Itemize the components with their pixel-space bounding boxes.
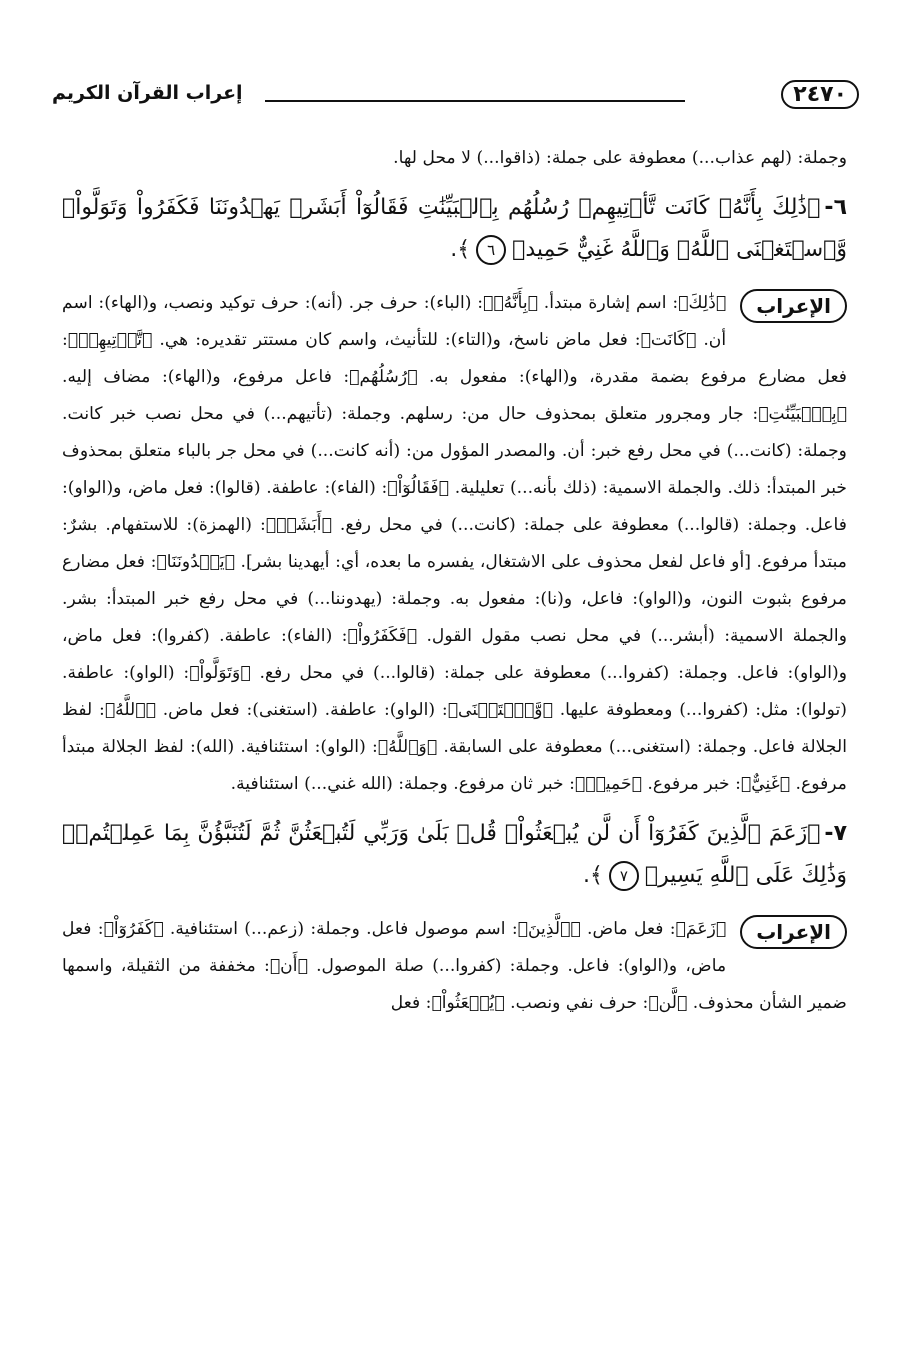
verse-text: ﴿ذَٰلِكَ بِأَنَّهُۥ كَانَت تَّأۡتِيهِمۡ رُسُلُهُم بِٱلۡبَيِّنَٰتِ فَقَالُوٓاْ أَبَشَرٞ يَهۡدُونَنَا فَكَفَرُواْ وَتَوَلَّواْۚ وَّٱسۡتَغۡنَى ٱللَّهُۚ وَٱللَّهُ غَنِيٌّ حَمِيدٞ xyxy=(62,195,847,262)
verse-6 xyxy=(62,187,847,271)
page-content xyxy=(62,140,847,1032)
book-title: إعراب القرآن الكريم xyxy=(52,82,243,104)
verse-closing: ﴾. xyxy=(450,237,471,262)
page-number: ٢٤٧٠ xyxy=(781,80,859,109)
ayah-end-marker: ٧ xyxy=(609,861,639,891)
verse-number: ٧- xyxy=(824,821,847,846)
irab-paragraph: ﴿ذَٰلِكَ﴾: اسم إشارة مبتدأ. ﴿بِأَنَّهُۥ﴾: (الباء): حرف جر. (أنه): حرف توكيد ونصب، و(الهاء): اسم أن. ﴿كَانَت﴾: فعل ماض ناسخ، و(التاء): للتأنيث، واسم كان مستتر تقديره: هي. ﴿تَّأۡتِيهِمۡ﴾: فعل مضارع مرفوع بضمة مقدرة، و(الهاء): مفعول به. ﴿رُسُلُهُم﴾: فاعل مرفوع، و(الهاء): مضاف إليه. ﴿بِٱلۡبَيِّنَٰتِ﴾: جار ومجرور متعلق بمحذوف حال من: رسلهم. وجملة: (تأتيهم...) في محل نصب خبر كانت. وجملة: (كانت...) في محل رفع خبر: أن. والمصدر المؤول من: (أنه كانت...) في محل جر بالباء متعلق بمحذوف خبر المبتدأ: ذلك. والجملة الاسمية: (ذلك بأنه...) تعليلية. ﴿فَقَالُوٓاْ﴾: (الفاء): عاطفة. (قالوا): فعل ماض، و(الواو): فاعل. وجملة: (قالوا...) معطوفة على جملة: (كانت...) في محل رفع. ﴿أَبَشَرٞ﴾: (الهمزة): للاستفهام. بشرٌ: مبتدأ مرفوع. [أو فاعل لفعل محذوف على الاشتغال، يفسره ما بعده، أي: أيهدينا بشر]. ﴿يَهۡدُونَنَا﴾: فعل مضارع مرفوع بثبوت النون، و(الواو): فاعل، و(نا): مفعول به. وجملة: (يهدوننا...) في محل رفع خبر المبتدأ: بشر. والجملة الاسمية: (أبشر...) في محل نصب مقول القول. ﴿فَكَفَرُواْ﴾: (الفاء): عاطفة. (كفروا): فعل ماض، و(الواو): فاعل. وجملة: (كفروا...) معطوفة على جملة: (قالوا...) في محل رفع. ﴿وَتَوَلَّواْ﴾: (الواو): عاطفة. (تولوا): مثل: (كفروا...) ومعطوفة عليها. ﴿وَّٱسۡتَغۡنَى﴾: (الواو): عاطفة. (استغنى): فعل ماض. ﴿ٱللَّهُ﴾: لفظ الجلالة فاعل. وجملة: (استغنى...) معطوفة على السابقة. ﴿وَٱللَّهُ﴾: (الواو): استئنافية. (الله): لفظ الجلالة مبتدأ مرفوع. ﴿غَنِيٌّ﴾: خبر مرفوع. ﴿حَمِيدٞ﴾: خبر ثان مرفوع. وجملة: (الله غني...) استئنافية. xyxy=(62,293,847,794)
verse-number: ٦- xyxy=(824,195,847,220)
irab-section-7 xyxy=(62,911,847,1022)
irab-section-6 xyxy=(62,285,847,803)
header-rule xyxy=(265,100,685,102)
irab-badge: الإعراب xyxy=(740,289,847,323)
verse-closing: ﴾. xyxy=(583,863,603,888)
verse-text: ﴿زَعَمَ ٱلَّذِينَ كَفَرُوٓاْ أَن لَّن يُبۡعَثُواْۚ قُلۡ بَلَىٰ وَرَبِّي لَتُبۡعَثُنَّ ثُمَّ لَتُنَبَّؤُنَّ بِمَا عَمِلۡتُمۡۚ وَذَٰلِكَ عَلَى ٱللَّهِ يَسِيرٞ xyxy=(62,821,847,888)
intro-paragraph: وجملة: (لهم عذاب...) معطوفة على جملة: (ذاقوا...) لا محل لها. xyxy=(393,148,847,168)
irab-paragraph: ﴿زَعَمَ﴾: فعل ماض. ﴿ٱلَّذِينَ﴾: اسم موصول فاعل. وجملة: (زعم...) استئنافية. ﴿كَفَرُوٓاْ﴾: فعل ماض، و(الواو): فاعل. وجملة: (كفروا...) صلة الموصول. ﴿أَن﴾: مخففة من الثقيلة، واسمها ضمير الشأن محذوف. ﴿لَّن﴾: حرف نفي ونصب. ﴿يُبۡعَثُواْ﴾: فعل xyxy=(62,919,847,1013)
verse-7 xyxy=(62,813,847,897)
ayah-end-marker: ٦ xyxy=(476,235,506,265)
irab-badge: الإعراب xyxy=(740,915,847,949)
page-header xyxy=(40,76,875,116)
